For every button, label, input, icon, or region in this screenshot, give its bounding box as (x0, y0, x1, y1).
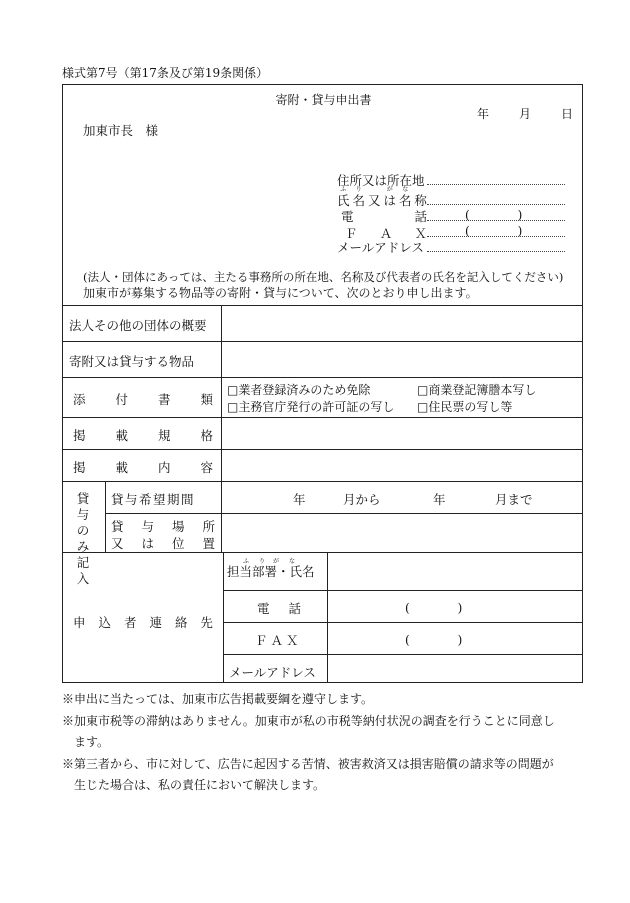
footnote-1: ※申出に当たっては、加東市広告掲載要綱を遵守します。 (62, 692, 374, 706)
spec-field[interactable] (223, 419, 581, 448)
intro-text: 加東市が募集する物品等の寄附・貸与について、次のとおり申し出ます。 (83, 286, 478, 300)
checkbox-permit-copy[interactable]: □主務官庁発行の許可証の写し (227, 400, 395, 414)
loan-place-field[interactable] (223, 515, 581, 551)
contact-fax-field[interactable]: ( ) (405, 633, 463, 647)
item-field[interactable] (223, 343, 581, 376)
contact-fax-label: ＦＡＸ (255, 633, 302, 648)
contact-email-field[interactable] (329, 656, 581, 682)
address-field[interactable] (427, 184, 565, 185)
loan-only-label: 貸与 のみ 記入 (76, 491, 94, 586)
application-form: 寄附・貸与申出書 年 月 日 加東市長 様 住所又は所在地 ふ 氏 り 名 又 が は な 名 称 電 話 ( ) Ｆ Ａ Ｘ ( ) メールアドレス (法人・団体にあっては、主たる事務所の所在地、名称及び代表者の氏名を記入してください) 加東市が募集する物品等の寄附・貸与について、次のとおり申し出ます。 法人その他の団体の概要 寄附又は貸与する物品 添 付 書 類 □業者登録済みのため免除 □商業登記簿謄本写し □主務官庁発行の許可証の写し □住民票の写し等 掲 載 規 格 掲 載 内 容 貸与 のみ 記入 貸与希望期間 年 月から 年 月まで 貸 与 場 所 又 は 位 置 申 込 者 連 絡 先 担当部署・氏名 ふ り が な 電 話 ( ) ＦＡＸ ( ) メールアドレス (62, 84, 583, 683)
content-field[interactable] (223, 451, 581, 480)
date-row (477, 105, 573, 122)
tel-label: 電 話 (341, 209, 427, 224)
checkbox-commercial-registry[interactable]: □商業登記簿謄本写し (417, 383, 537, 397)
spec-label: 掲 載 規 格 (73, 428, 213, 443)
date-day-label: 日 (561, 107, 574, 121)
addressee: 加東市長 様 (83, 123, 159, 138)
footnote-3: ※第三者から、市に対して、広告に起因する苦情、被害救済又は損害賠償の請求等の問題が (62, 757, 554, 771)
contact-person-label: 担当部署・氏名 ふ り が な (227, 558, 315, 579)
org-summary-label: 法人その他の団体の概要 (69, 318, 207, 333)
email-field[interactable] (427, 251, 565, 252)
contact-person-field[interactable] (329, 554, 581, 589)
form-title: 寄附・貸与申出書 (275, 93, 372, 107)
contact-email-label: メールアドレス (229, 665, 316, 680)
loan-period-label: 貸与希望期間 (111, 492, 196, 507)
name-field[interactable] (427, 204, 565, 205)
contact-tel-label: 電 話 (257, 601, 301, 616)
loan-place-label-2: 又 は 位 置 (111, 536, 215, 551)
corporate-note: (法人・団体にあっては、主たる事務所の所在地、名称及び代表者の氏名を記入してください) (83, 270, 564, 284)
org-summary-field[interactable] (223, 307, 581, 340)
contact-tel-field[interactable]: ( ) (405, 601, 463, 615)
fax-label: Ｆ Ａ Ｘ (345, 226, 427, 241)
form-number: 様式第7号（第17条及び第19条関係） (62, 66, 269, 80)
checkbox-resident-record[interactable]: □住民票の写し等 (417, 400, 513, 414)
footnote-3-cont: 生じた場合は、私の責任において解決します。 (62, 778, 326, 792)
content-label: 掲 載 内 容 (73, 460, 213, 475)
footnote-2-cont: ます。 (62, 735, 110, 749)
email-label: メールアドレス (337, 240, 424, 255)
contact-label: 申 込 者 連 絡 先 (73, 615, 213, 630)
checkbox-registered-exempt[interactable]: □業者登録済みのため免除 (227, 383, 371, 397)
name-label: ふ 氏 り 名 又 が は な 名 称 (337, 186, 427, 208)
date-month-label: 月 (519, 107, 532, 121)
tel-paren: ( ) (465, 208, 523, 222)
fax-paren: ( ) (465, 224, 523, 238)
item-label: 寄附又は貸与する物品 (69, 354, 195, 369)
loan-place-label-1: 貸 与 場 所 (111, 519, 215, 534)
address-label: 住所又は所在地 (337, 173, 425, 188)
attachments-label: 添 付 書 類 (73, 392, 213, 407)
footnote-2: ※加東市税等の滞納はありません。加東市が私の市税等納付状況の調査を行うことに同意し (62, 714, 555, 728)
date-year-label: 年 (477, 107, 490, 121)
